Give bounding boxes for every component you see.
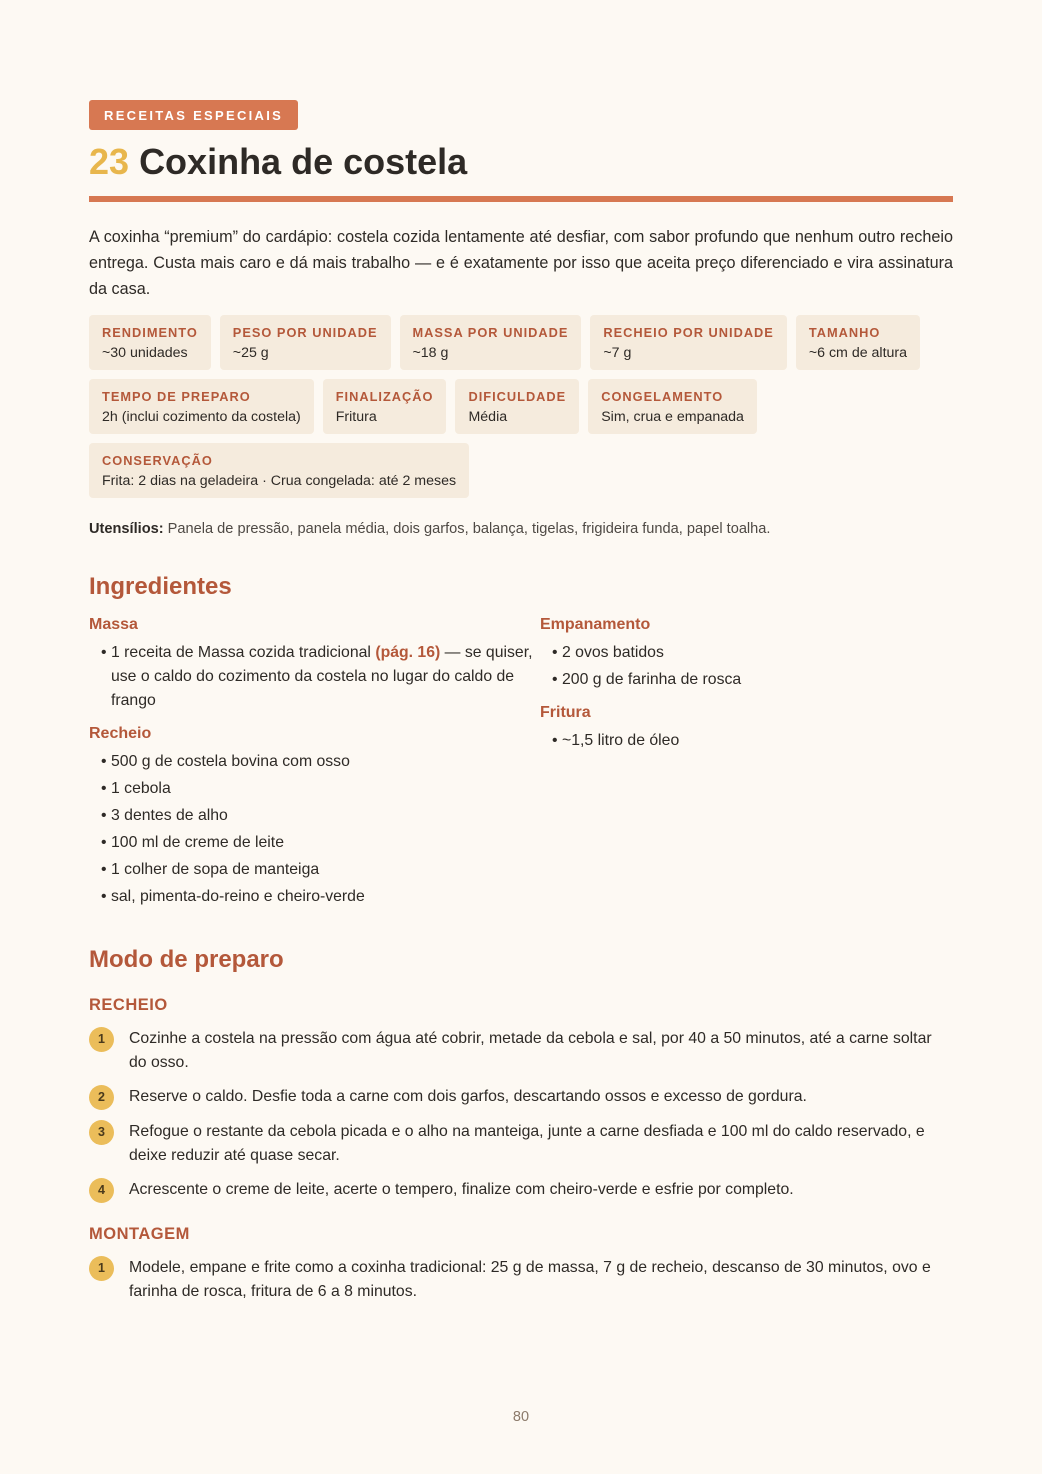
chip-finalizacao: [323, 379, 447, 434]
montagem-steps: [89, 1256, 953, 1304]
chip-value: ~30 unidades: [102, 345, 188, 361]
fritura-list: [540, 729, 953, 753]
step-number: 2: [89, 1085, 114, 1110]
chip-congelamento: [588, 379, 757, 434]
chip-value: 2h (inclui cozimento da costela): [102, 409, 301, 425]
step-number: 1: [89, 1027, 114, 1052]
step-text: Modele, empane e frite como a coxinha tradicional: 25 g de massa, 7 g de recheio, descanso de 30 minutos, ovo e farinha de rosca, fritura de 6 a 8 minutos.: [129, 1259, 931, 1300]
chip-value: ~25 g: [232, 345, 269, 361]
chip-label: FINALIZAÇÃO: [335, 389, 434, 404]
list-item-text: 2 ovos batidos: [562, 644, 664, 661]
chip-label: RECHEIO POR UNIDADE: [603, 325, 774, 340]
list-item: • 1 colher de sopa de manteiga: [101, 861, 320, 878]
chip-label: TAMANHO: [808, 325, 881, 340]
recheio-list: [89, 750, 540, 909]
chip-rendimento: [89, 315, 211, 370]
list-item-text: 200 g de farinha de rosca: [562, 671, 742, 688]
list-item-text: 500 g de costela bovina com osso: [111, 753, 350, 770]
chip-value: ~6 cm de altura: [808, 345, 908, 361]
chip-massa: [400, 315, 582, 370]
list-item-text: sal, pimenta-do-reino e cheiro-verde: [111, 888, 365, 905]
step-number: 4: [89, 1178, 114, 1203]
chip-label: MASSA POR UNIDADE: [412, 325, 569, 340]
fritura-heading: Fritura: [540, 704, 591, 721]
list-item: • 200 g de farinha de rosca: [552, 671, 742, 688]
recheio-heading: Recheio: [89, 725, 152, 742]
title-divider: [89, 196, 953, 202]
page-title: [89, 142, 953, 182]
chip-value: Sim, crua e empanada: [601, 409, 744, 425]
ingredients-heading: Ingredientes: [89, 573, 232, 600]
list-item-text: 1 colher de sopa de manteiga: [111, 861, 320, 878]
chip-value: ~7 g: [603, 345, 632, 361]
list-item-text: 100 ml de creme de leite: [111, 834, 284, 851]
empanamento-list: [540, 641, 953, 692]
step-number: 1: [89, 1256, 114, 1281]
list-item: • 3 dentes de alho: [101, 807, 228, 824]
step-text: Cozinhe a costela na pressão com água até cobrir, metade da cebola e sal, por 40 a 50 minutos, até a carne soltar do osso.: [129, 1030, 932, 1071]
recipe-title: Coxinha de costela: [139, 141, 468, 182]
list-item: • 1 cebola: [101, 780, 171, 797]
prep-heading: Modo de preparo: [89, 946, 284, 973]
recheio-steps: [89, 1027, 953, 1203]
step-item: [89, 1085, 953, 1110]
tools-text: Panela de pressão, panela média, dois garfos, balança, tigelas, frigideira funda, papel toalha.: [163, 521, 771, 537]
ingredients-columns: [89, 615, 953, 920]
chip-label: CONGELAMENTO: [601, 389, 724, 404]
step-text: Acrescente o creme de leite, acerte o tempero, finalize com cheiro-verde e esfrie por completo.: [129, 1181, 794, 1198]
massa-item-note: — se quiser, use o caldo do cozimento da costela no lugar do caldo de frango: [111, 644, 533, 709]
step-text: Refogue o restante da cebola picada e o alho na manteiga, junte a carne desfiada e 100 ml do caldo reservado, e deixe reduzir até quase secar.: [129, 1123, 925, 1164]
page-number: 80: [512, 1409, 530, 1425]
recheio-steps-heading: RECHEIO: [89, 996, 168, 1014]
chip-conservacao: [89, 443, 469, 498]
chip-label: CONSERVAÇÃO: [102, 453, 213, 468]
category-badge: RECEITAS ESPECIAIS: [89, 100, 298, 130]
intro-paragraph: A coxinha “premium” do cardápio: costela cozida lentamente até desfiar, com sabor profundo que nenhum outro recheio entrega. Custa mais caro e dá mais trabalho — e é exatamente por isso que aceita preço diferenciado e vira assinatura da casa.: [89, 228, 953, 298]
list-item-text: ~1,5 litro de óleo: [562, 732, 680, 749]
ingredients-left-column: [89, 615, 540, 920]
list-item-text: 1 cebola: [111, 780, 171, 797]
chip-label: TEMPO DE PREPARO: [102, 389, 251, 404]
massa-item-text: 1 receita de Massa cozida tradicional: [111, 644, 376, 661]
step-item: [89, 1120, 953, 1168]
massa-list: [89, 641, 540, 713]
chip-value: ~18 g: [412, 345, 449, 361]
tools-line: [89, 519, 953, 539]
chip-label: PESO POR UNIDADE: [232, 325, 378, 340]
chip-label: RENDIMENTO: [102, 325, 198, 340]
chip-tempo: [89, 379, 314, 434]
step-text: Reserve o caldo. Desfie toda a carne com dois garfos, descartando ossos e excesso de gordura.: [129, 1088, 807, 1105]
step-item: [89, 1178, 953, 1203]
chip-peso: [220, 315, 391, 370]
montagem-steps-heading: MONTAGEM: [89, 1225, 190, 1243]
recipe-number: 23: [89, 141, 130, 182]
massa-heading: Massa: [89, 616, 138, 633]
list-item-text: 3 dentes de alho: [111, 807, 228, 824]
ingredients-right-column: [540, 615, 953, 920]
list-item: • ~1,5 litro de óleo: [552, 732, 680, 749]
list-item: • 1 receita de Massa cozida tradicional (pág. 16) — se quiser, use o caldo do cozimento da costela no lugar do caldo de frango: [101, 644, 533, 709]
chip-value: Fritura: [335, 409, 377, 425]
tools-label: Utensílios:: [89, 521, 164, 537]
list-item: • 500 g de costela bovina com osso: [101, 753, 350, 770]
chip-dificuldade: [455, 379, 579, 434]
list-item: • sal, pimenta-do-reino e cheiro-verde: [101, 888, 365, 905]
chip-recheio: [590, 315, 786, 370]
chip-label: DIFICULDADE: [468, 389, 567, 404]
chip-value: Frita: 2 dias na geladeira · Crua congelada: até 2 meses: [102, 473, 457, 489]
empanamento-heading: Empanamento: [540, 616, 651, 633]
chip-value: Média: [468, 409, 508, 425]
step-item: [89, 1027, 953, 1075]
step-number: 3: [89, 1120, 114, 1145]
list-item: • 2 ovos batidos: [552, 644, 664, 661]
info-chips: [89, 315, 953, 498]
step-item: [89, 1256, 953, 1304]
list-item: • 100 ml de creme de leite: [101, 834, 284, 851]
chip-tamanho: [796, 315, 920, 370]
page-reference-link[interactable]: (pág. 16): [375, 644, 441, 661]
recipe-page: [89, 100, 953, 1314]
